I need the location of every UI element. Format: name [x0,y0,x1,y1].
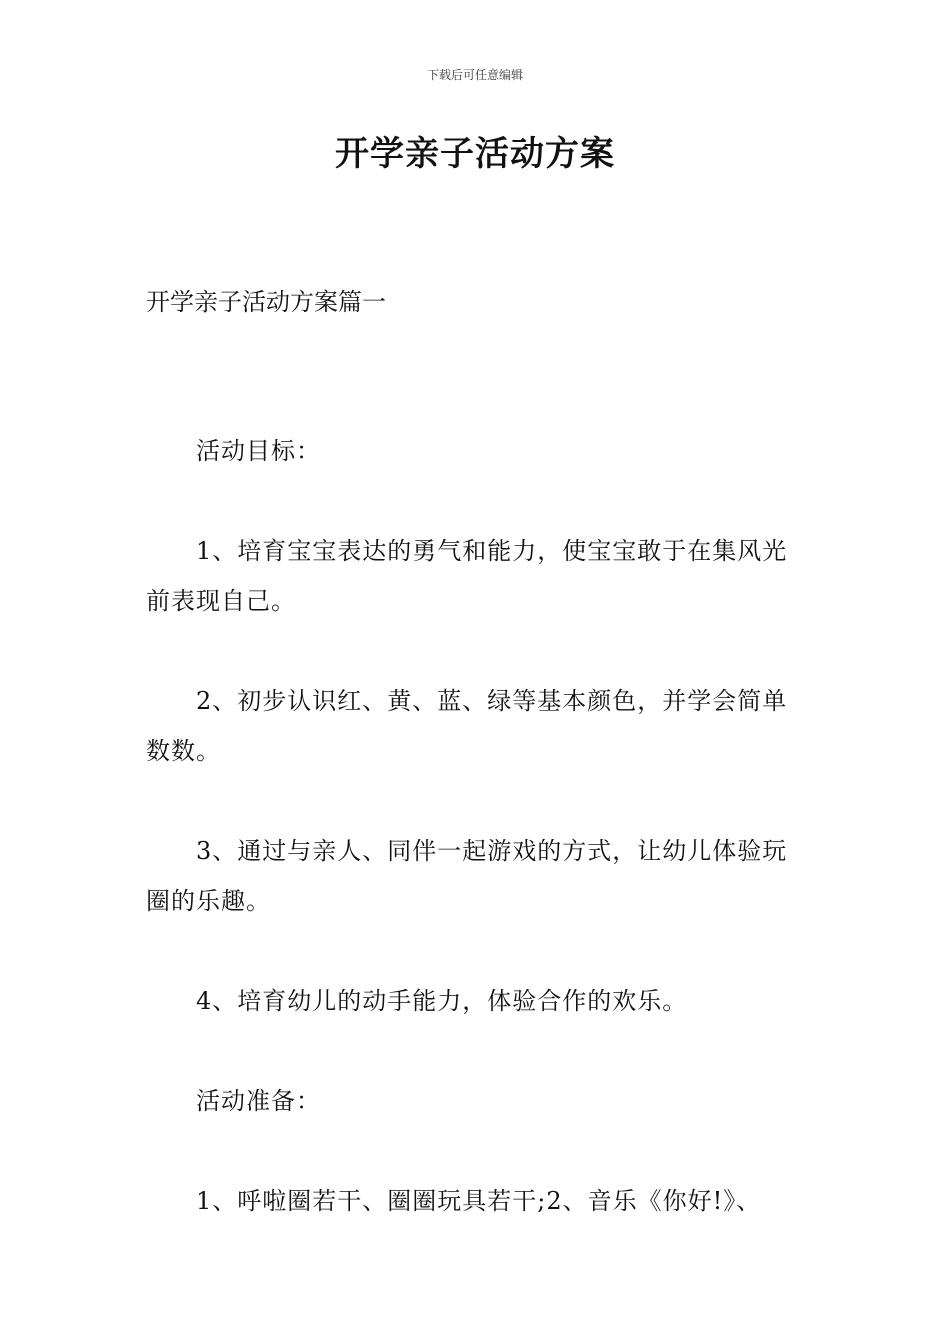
paragraph-goal-2: 2、初步认识红、黄、蓝、绿等基本颜色，并学会简单数数。 [146,687,788,765]
document-title: 开学亲子活动方案 [335,134,615,174]
section-title: 开学亲子活动方案篇一 [146,288,386,316]
paragraph-goal-4: 4、培育幼儿的动手能力，体验合作的欢乐。 [196,987,688,1015]
paragraph-activity-goals-heading: 活动目标： [196,437,321,465]
document-body [146,426,808,1276]
paragraph-goal-1: 1、培育宝宝表达的勇气和能力，使宝宝敢于在集风光前表现自己。 [146,537,788,615]
header-note: 下载后可任意编辑 [426,68,523,82]
paragraph-preparation-heading: 活动准备： [196,1087,321,1115]
paragraph-goal-3: 3、通过与亲人、同伴一起游戏的方式，让幼儿体验玩圈的乐趣。 [146,837,788,915]
paragraph-preparation-1: 1、呼啦圈若干、圈圈玩具若干;2、音乐《你好!》、 [196,1187,762,1215]
